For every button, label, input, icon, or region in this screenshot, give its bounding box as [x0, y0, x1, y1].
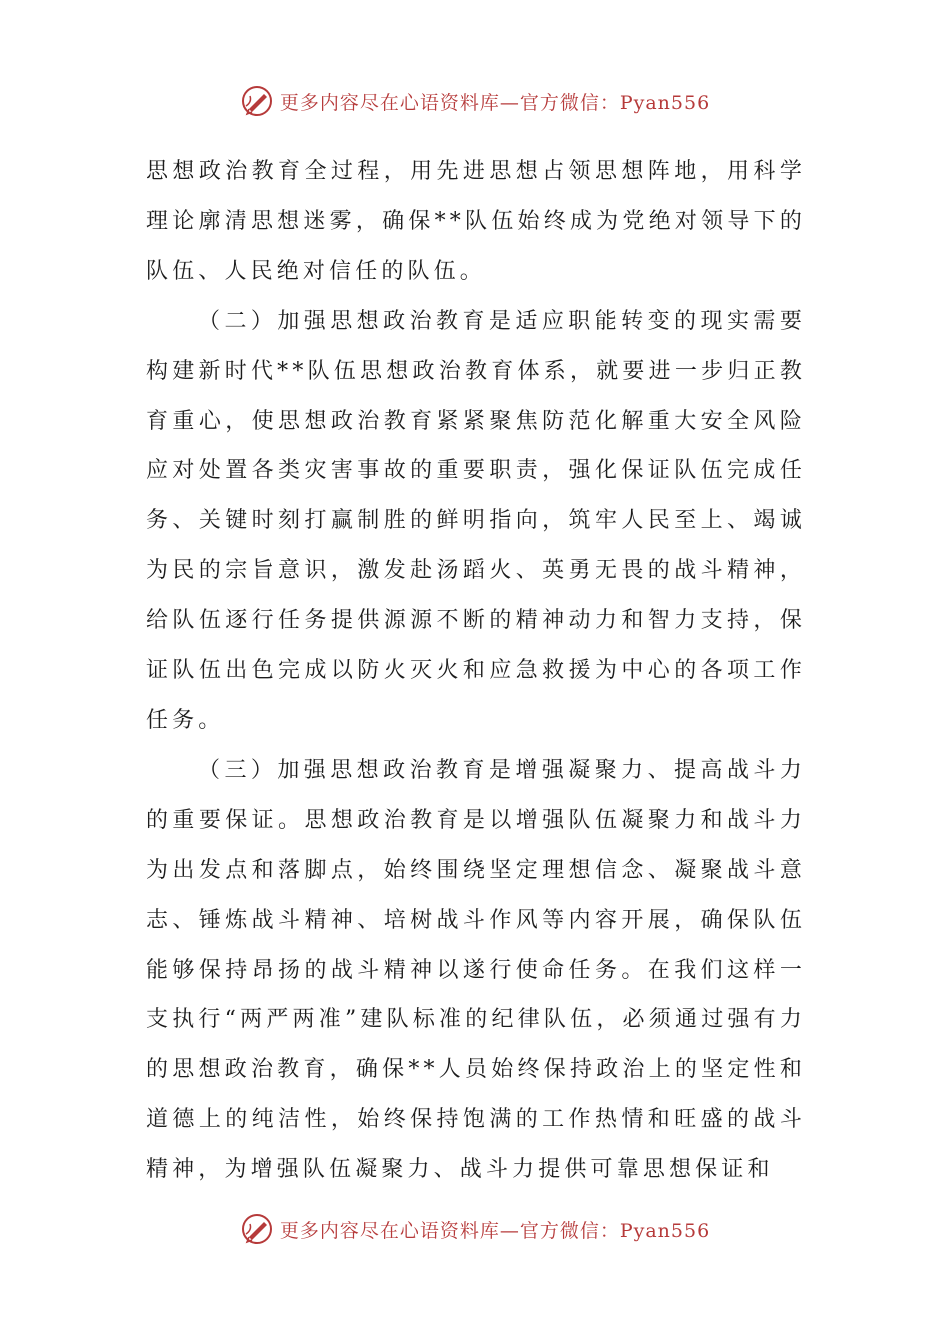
footer-watermark [0, 1212, 950, 1246]
paragraph-section-3: （三）加强思想政治教育是增强凝聚力、提高战斗力的重要保证。思想政治教育是以增强队伍凝聚力和战斗力为出发点和落脚点，始终围绕坚定理想信念、凝聚战斗意志、锤炼战斗精神、培树战斗作风等内容开展，确保队伍能够保持昂扬的战斗精神以遂行使命任务。在我们这样一支执行“两严两准”建队标准的纪律队伍，必须通过强有力的思想政治教育，确保**人员始终保持政治上的坚定性和道德上的纯洁性，始终保持饱满的工作热情和旺盛的战斗精神，为增强队伍凝聚力、战斗力提供可靠思想保证和 [146, 757, 806, 1183]
pen-logo-icon [240, 1212, 274, 1246]
paragraph-section-2: （二）加强思想政治教育是适应职能转变的现实需要构建新时代**队伍思想政治教育体系，就要进一步归正教育重心，使思想政治教育紧紧聚焦防范化解重大安全风险应对处置各类灾害事故的重要职责，强化保证队伍完成任务、关键时刻打赢制胜的鲜明指向，筑牢人民至上、竭诚为民的宗旨意识，激发赴汤蹈火、英勇无畏的战斗精神，给队伍逐行任务提供源源不断的精神动力和智力支持，保证队伍出色完成以防火灭火和应急救援为中心的各项工作任务。 [146, 308, 806, 733]
watermark-text: 更多内容尽在心语资料库—官方微信：Pyan556 [279, 1219, 711, 1242]
paragraph-continued: 思想政治教育全过程，用先进思想占领思想阵地，用科学理论廓清思想迷雾，确保**队伍始终成为党绝对领导下的队伍、人民绝对信任的队伍。 [146, 159, 806, 284]
document-body [146, 147, 806, 1195]
header-watermark [0, 84, 950, 118]
pen-logo-icon [240, 84, 274, 118]
watermark-text: 更多内容尽在心语资料库—官方微信：Pyan556 [279, 91, 711, 114]
